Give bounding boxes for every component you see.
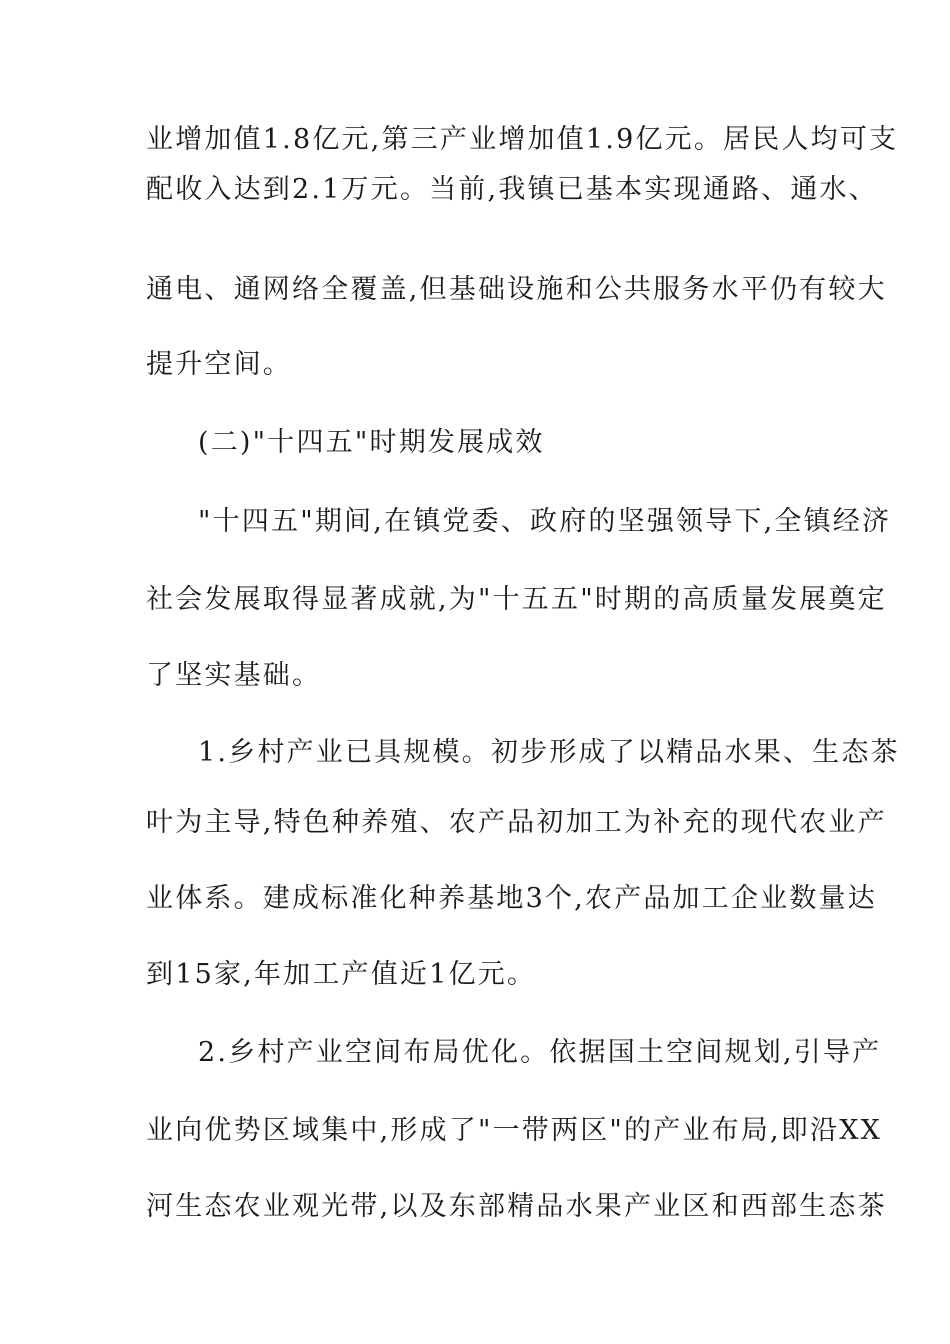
text-line-continuation: 提升空间。 — [146, 349, 292, 380]
text-line-continuation: 配收入达到2.1万元。当前,我镇已基本实现通路、通水、 — [146, 174, 878, 205]
text-line-continuation: 通电、通网络全覆盖,但基础设施和公共服务水平仍有较大 — [146, 274, 887, 305]
text-line-continuation: 业向优势区域集中,形成了"一带两区"的产业布局,即沿XX — [146, 1115, 883, 1146]
section-heading: (二)"十四五"时期发展成效 — [198, 427, 545, 458]
paragraph-line-start: "十四五"期间,在镇党委、政府的坚强领导下,全镇经济 — [198, 506, 892, 537]
text-line-continuation: 社会发展取得显著成就,为"十五五"时期的高质量发展奠定 — [146, 584, 887, 615]
paragraph-line-start: 1.乡村产业已具规模。初步形成了以精品水果、生态茶 — [198, 737, 900, 768]
text-line-continuation: 业体系。建成标准化种养基地3个,农产品加工企业数量达 — [146, 883, 877, 914]
text-line-continuation: 到15家,年加工产值近1亿元。 — [146, 959, 537, 990]
text-line-continuation: 了坚实基础。 — [146, 660, 322, 691]
paragraph-line-start: 2.乡村产业空间布局优化。依据国土空间规划,引导产 — [198, 1037, 882, 1068]
text-line-continuation: 叶为主导,特色种养殖、农产品初加工为补充的现代农业产 — [146, 807, 887, 838]
text-line-continuation: 业增加值1.8亿元,第三产业增加值1.9亿元。居民人均可支 — [146, 124, 899, 155]
text-line-continuation: 河生态农业观光带,以及东部精品水果产业区和西部生态茶 — [146, 1191, 887, 1222]
